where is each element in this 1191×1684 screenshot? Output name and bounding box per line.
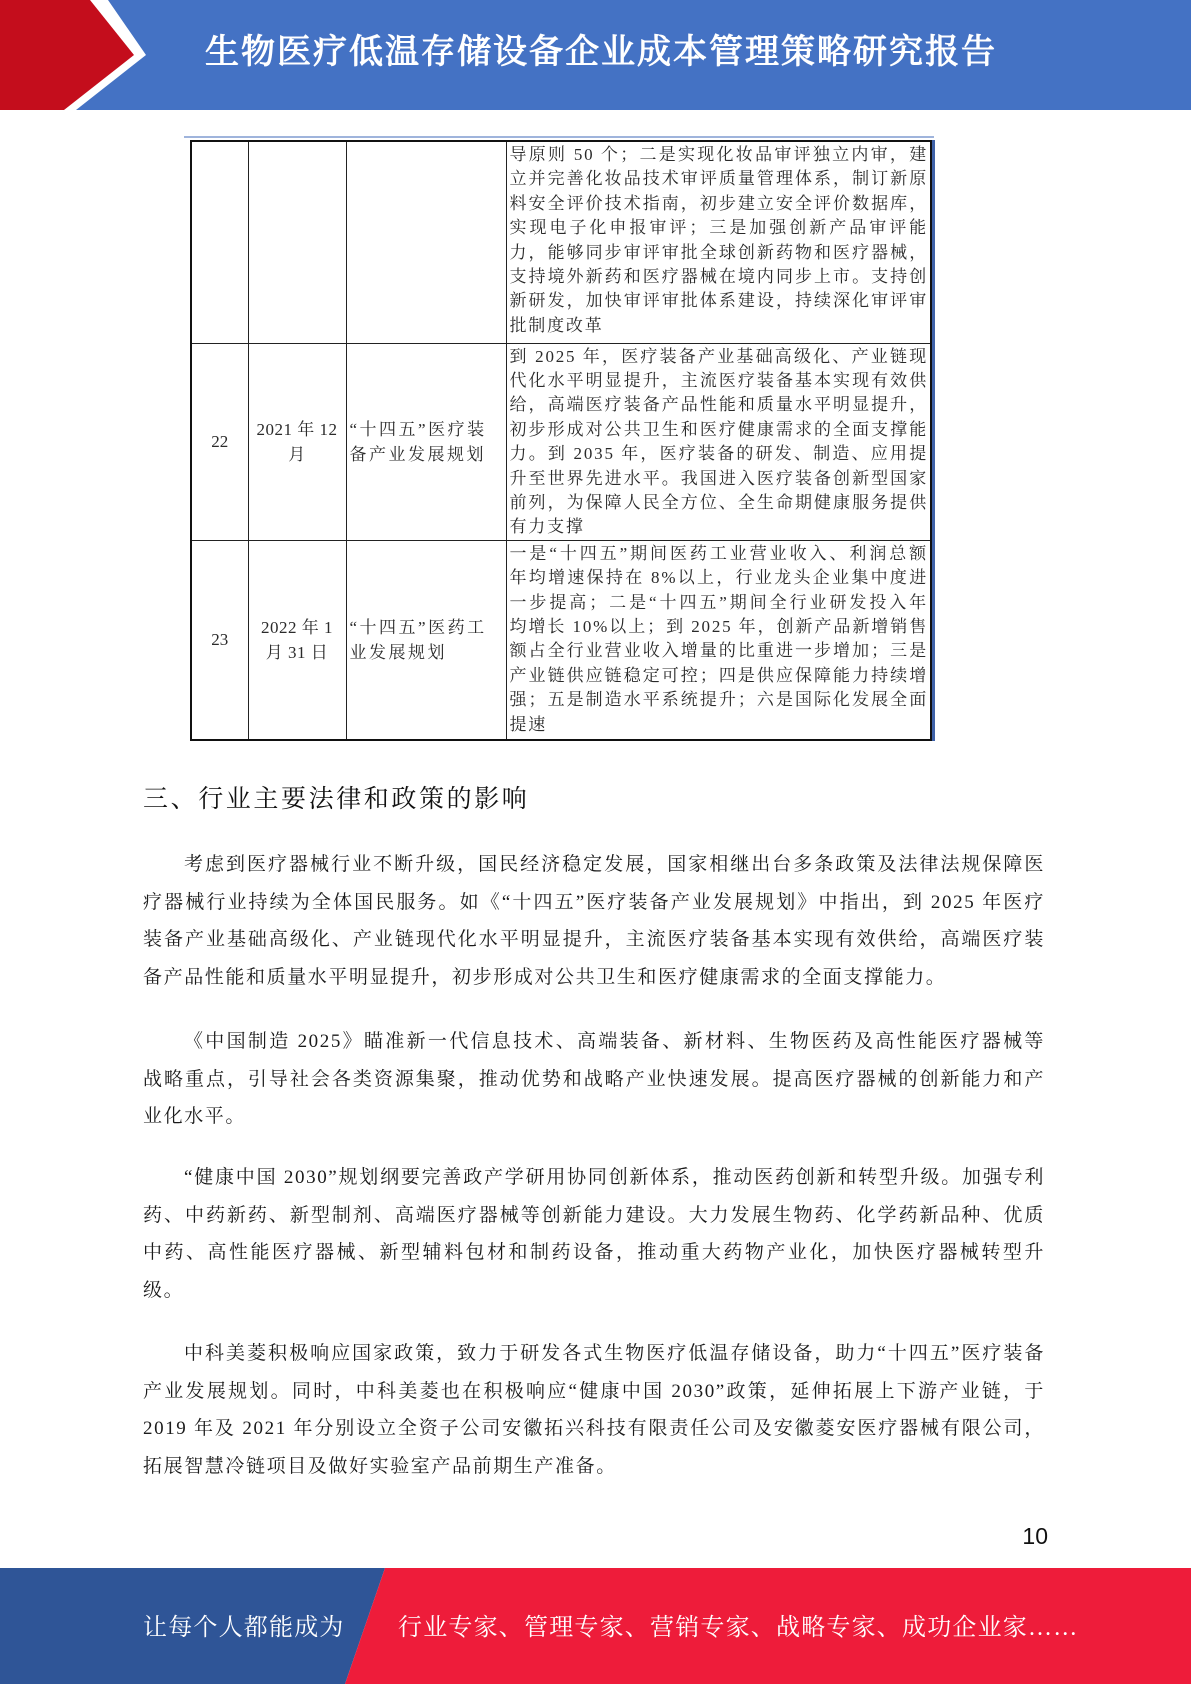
policy-name-line: “十四五”医疗装 — [349, 419, 487, 439]
content-line: 前列，为保障人民全方位、全生命期健康服务提供 — [509, 492, 928, 512]
footer-slogan-left: 让每个人都能成为 — [143, 1615, 345, 1641]
paragraph-line: 中科美菱积极响应国家政策，致力于研发各式生物医疗低温存储设备，助力“十四五”医疗装备 — [184, 1343, 1045, 1364]
date-cell — [248, 141, 346, 343]
content-line: 提速 — [509, 714, 548, 734]
content-line: 料安全评价技术指南，初步建立安全评价数据库， — [509, 193, 928, 213]
content-cell — [506, 343, 931, 540]
policy-name-line: “十四五”医药工 — [349, 618, 487, 637]
policy-table-body — [191, 141, 931, 740]
content-line: 产业链供应链稳定可控；四是供应保障能力持续增 — [509, 665, 928, 685]
content-cell — [506, 540, 931, 740]
row-number-cell — [191, 141, 248, 343]
section-heading: 三、行业主要法律和政策的影响 — [143, 785, 530, 813]
row-number-cell — [191, 343, 248, 540]
paragraph-line: “健康中国 2030”规划纲要完善政产学研用协同创新体系，推动医药创新和转型升级。加强专利 — [184, 1167, 1045, 1188]
paragraph-line: 考虑到医疗器械行业不断升级，国民经济稳定发展，国家相继出台多条政策及法律法规保障医 — [184, 854, 1045, 875]
paragraph-line: 疗器械行业持续为全体国民服务。如《“十四五”医疗装备产业发展规划》中指出，到 2025 年医疗 — [143, 891, 1045, 913]
content-line: 到 2025 年，医疗装备产业基础高级化、产业链现 — [509, 346, 928, 366]
page-number: 10 — [1022, 1523, 1048, 1549]
content-line: 初步形成对公共卫生和医疗健康需求的全面支撑能 — [509, 419, 928, 439]
table-row — [191, 141, 931, 343]
paragraph-line: 装备产业基础高级化、产业链现代化水平明显提升，主流医疗装备基本实现有效供给，高端医疗装 — [143, 929, 1045, 950]
table-row — [191, 343, 931, 540]
policy-name-cell — [346, 343, 506, 540]
footer-slogan-right: 行业专家、管理专家、营销专家、战略专家、成功企业家…… — [398, 1615, 1079, 1641]
date-line: 月 — [288, 444, 306, 464]
table-scan-edge — [184, 136, 934, 138]
paragraph — [143, 1159, 1045, 1309]
paragraph-line: 药、中药新药、新型制剂、高端医疗器械等创新能力建设。大力发展生物药、化学药新品种、优质 — [143, 1204, 1045, 1226]
row-number: 23 — [211, 630, 229, 649]
policy-name-cell — [346, 540, 506, 740]
content-line: 力。到 2035 年，医疗装备的研发、制造、应用提 — [509, 444, 928, 464]
date-line: 2022 年 1 — [261, 618, 333, 637]
paragraph-line: 产业发展规划。同时，中科美菱也在积极响应“健康中国 2030”政策，延伸拓展上下游产业链，于 — [143, 1380, 1045, 1402]
content-line: 均增长 10%以上；到 2025 年，创新产品新增销售 — [509, 616, 928, 636]
content-line: 批制度改革 — [509, 315, 604, 335]
content-line: 强；五是制造水平系统提升；六是国际化发展全面 — [509, 690, 928, 710]
content-line: 一步提高；二是“十四五”期间全行业研发投入年 — [509, 592, 928, 612]
content-line: 力，能够同步审评审批全球创新药物和医疗器械， — [509, 242, 928, 262]
paragraph-line: 级。 — [143, 1279, 185, 1301]
date-line: 月 31 日 — [265, 643, 329, 662]
content-line: 一是“十四五”期间医药工业营业收入、利润总额 — [509, 543, 928, 563]
date-line: 2021 年 12 — [256, 419, 338, 439]
policy-name-line: 备产业发展规划 — [349, 444, 486, 464]
table-row — [191, 540, 931, 740]
content-line: 新研发，加快审评审批体系建设，持续深化审评审 — [509, 291, 928, 311]
paragraph — [143, 1023, 1045, 1136]
paragraph-line: 业化水平。 — [143, 1106, 247, 1127]
content-line: 额占全行业营业收入增量的比重进一步增加；三是 — [509, 641, 928, 661]
policy-name-line: 业发展规划 — [349, 643, 447, 662]
content-line: 导原则 50 个；二是实现化妆品审评独立内审，建 — [509, 145, 928, 164]
content-line: 年均增速保持在 8%以上，行业龙头企业集中度进 — [509, 568, 928, 588]
date-cell — [248, 343, 346, 540]
content-cell — [506, 141, 931, 343]
paragraph — [143, 1335, 1045, 1485]
content-line: 支持境外新药和医疗器械在境内同步上市。支持创 — [509, 267, 928, 287]
policy-table — [190, 140, 932, 741]
paragraph-line: 《中国制造 2025》瞄准新一代信息技术、高端装备、新材料、生物医药及高性能医疗器械等 — [184, 1031, 1045, 1052]
content-line: 代化水平明显提升，主流医疗装备基本实现有效供 — [509, 370, 928, 390]
row-number: 22 — [211, 431, 229, 451]
paragraph-line: 备产品性能和质量水平明显提升，初步形成对公共卫生和医疗健康需求的全面支撑能力。 — [143, 966, 947, 988]
policy-name-cell — [346, 141, 506, 343]
content-line: 有力支撑 — [509, 517, 585, 537]
content-line: 立并完善化妆品技术审评质量管理体系，制订新原 — [509, 169, 928, 189]
content-line: 升至世界先进水平。我国进入医疗装备创新型国家 — [509, 468, 928, 488]
paragraph — [143, 846, 1045, 996]
content-line: 实现电子化申报审评；三是加强创新产品审评能 — [509, 218, 928, 238]
content-line: 给，高端医疗装备产品性能和质量水平明显提升， — [509, 395, 928, 415]
row-number-cell — [191, 540, 248, 740]
paragraph-line: 中药、高性能医疗器械、新型辅料包材和制药设备，推动重大药物产业化，加快医疗器械转型升 — [143, 1242, 1045, 1263]
date-cell — [248, 540, 346, 740]
paragraph-line: 2019 年及 2021 年分别设立全资子公司安徽拓兴科技有限责任公司及安徽菱安医疗器械有限公司， — [143, 1418, 1045, 1439]
document-title: 生物医疗低温存储设备企业成本管理策略研究报告 — [205, 33, 997, 71]
paragraph-line: 战略重点，引导社会各类资源集聚，推动优势和战略产业快速发展。提高医疗器械的创新能力和产 — [143, 1068, 1045, 1090]
paragraph-line: 拓展智慧冷链项目及做好实验室产品前期生产准备。 — [143, 1455, 617, 1477]
